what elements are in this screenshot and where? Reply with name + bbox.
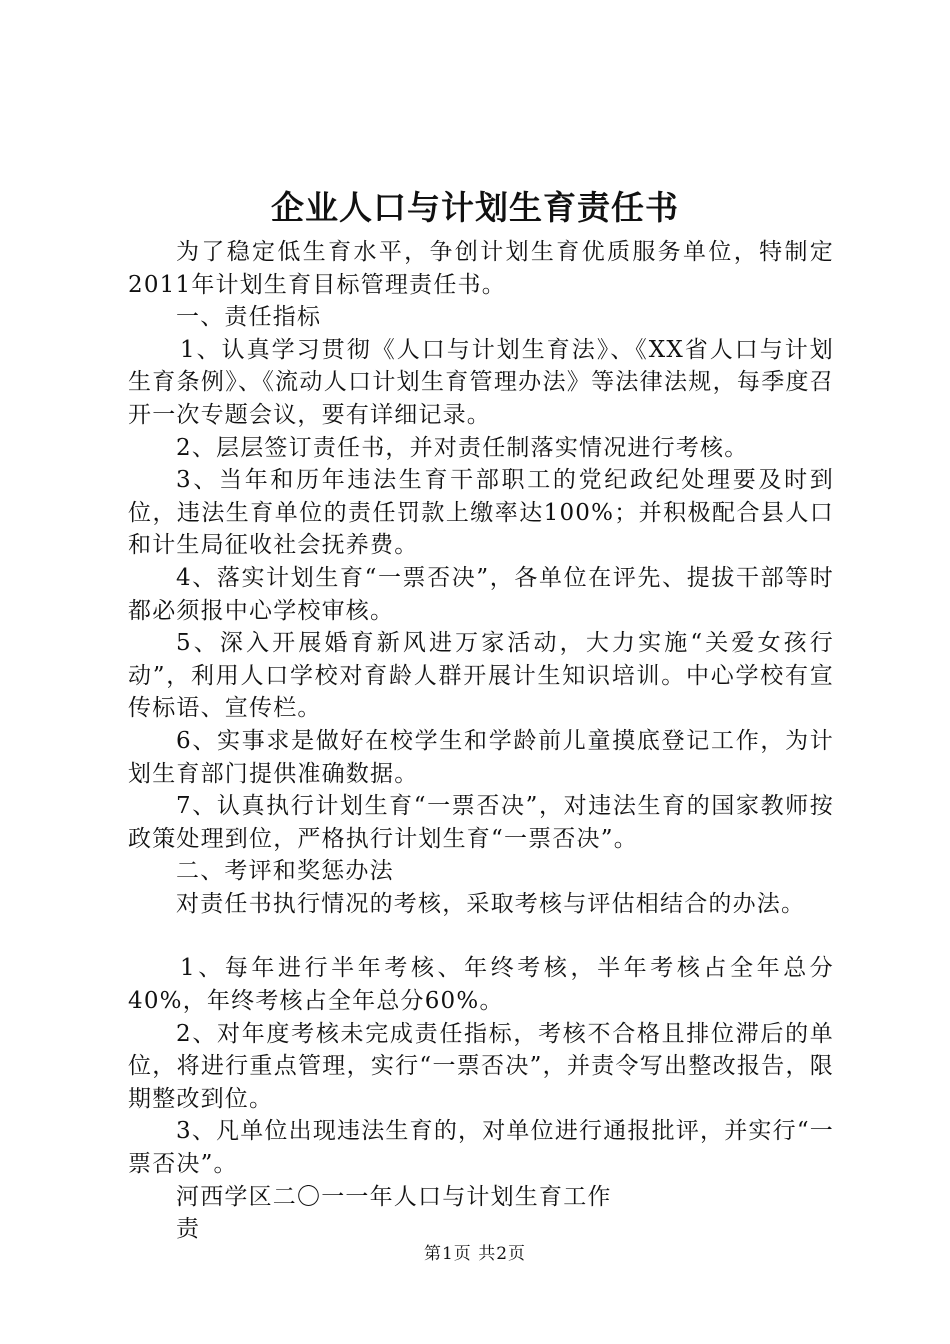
signature-line-continued: 责 bbox=[176, 1216, 201, 1243]
responsibility-item-3: 3、当年和历年违法生育干部职工的党纪政纪处理要及时到位，违法生育单位的责任罚款上缴率达100%；并积极配合县人口和计生局征收社会抚养费。 bbox=[128, 467, 834, 559]
section-heading-evaluation: 二、考评和奖惩办法 bbox=[176, 858, 394, 885]
responsibility-item-5: 5、深入开展婚育新风进万家活动，大力实施“关爱女孩行动”，利用人口学校对育龄人群开展计生知识培训。中心学校有宣传标语、宣传栏。 bbox=[128, 630, 834, 722]
responsibility-item-2: 2、层层签订责任书，并对责任制落实情况进行考核。 bbox=[176, 434, 749, 461]
responsibility-item-7: 7、认真执行计划生育“一票否决”，对违法生育的国家教师按政策处理到位，严格执行计划生育“一票否决”。 bbox=[128, 793, 834, 852]
responsibility-item-4: 4、落实计划生育“一票否决”，各单位在评先、提拔干部等时都必须报中心学校审核。 bbox=[128, 564, 834, 624]
page-number: 第1页 共2页 bbox=[423, 1244, 527, 1264]
intro-paragraph: 为了稳定低生育水平，争创计划生育优质服务单位，特制定2011年计划生育目标管理责任书。 bbox=[128, 239, 834, 298]
signature-line: 河西学区二〇一一年人口与计划生育工作 bbox=[176, 1183, 612, 1210]
document-body bbox=[128, 236, 834, 1246]
section-heading-responsibility: 一、责任指标 bbox=[176, 304, 322, 331]
document-title: 企业人口与计划生育责任书 bbox=[271, 188, 679, 227]
evaluation-item-3: 3、凡单位出现违法生育的，对单位进行通报批评，并实行“一票否决”。 bbox=[128, 1118, 834, 1178]
evaluation-item-1: 1、每年进行半年考核、年终考核，半年考核占全年总分40%，年终考核占全年总分60%。 bbox=[128, 955, 834, 1015]
evaluation-item-2: 2、对年度考核未完成责任指标，考核不合格且排位滞后的单位，将进行重点管理，实行“一票否决”，并责令写出整改报告，限期整改到位。 bbox=[128, 1020, 834, 1112]
evaluation-intro: 对责任书执行情况的考核，采取考核与评估相结合的办法。 bbox=[176, 890, 806, 917]
responsibility-item-6: 6、实事求是做好在校学生和学龄前儿童摸底登记工作，为计划生育部门提供准确数据。 bbox=[128, 727, 834, 787]
responsibility-item-1: 1、认真学习贯彻《人口与计划生育法》、《XX省人口与计划生育条例》、《流动人口计划生育管理办法》等法律法规，每季度召开一次专题会议，要有详细记录。 bbox=[128, 336, 834, 428]
